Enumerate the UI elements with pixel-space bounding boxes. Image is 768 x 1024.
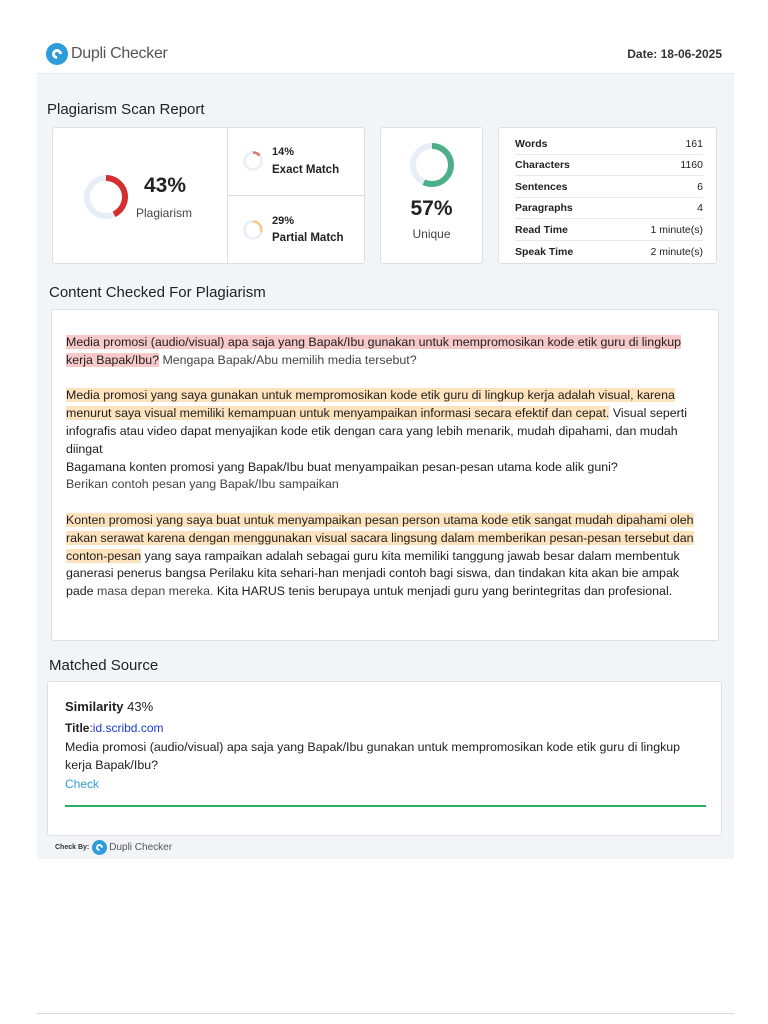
content-paragraph [66,334,706,370]
brand-logo [46,43,168,65]
unique-donut [408,141,456,189]
unique-card [380,127,483,264]
stat-label: Words [515,138,548,150]
check-source-link[interactable]: Check [65,777,100,791]
check-by-footer [55,840,172,855]
page-footer-divider [37,1013,734,1014]
stats-row-read-time [515,220,703,241]
stat-value: 4 [697,202,703,214]
matched-source-title: Matched Source [49,657,159,674]
unique-label: Unique [412,227,451,241]
stats-row-paragraphs [515,198,703,219]
exact-match-percent: 14% [272,146,295,158]
source-title-label: Title [65,721,90,735]
partial-match-highlight[interactable]: Media promosi yang saya gunakan untuk mempromosikan kode etik guru di lingkup kerja adalah visual, karena menurut saya visual memiliki kemampuan untuk menyampaikan informasi secara efektif dan cepat. [66,388,675,421]
stat-value: 2 minute(s) [650,245,703,258]
similarity-label: Similarity [65,699,124,714]
stat-value: 6 [697,181,703,193]
content-text-span: masa depan mereka. [97,584,214,599]
source-title-separator: : [89,721,93,735]
content-text-span: Visual seperti infografis atau video dapat menyajikan kode etik dengan cara yang lebih menarik, mudah dipahami, dan mudah diingat [66,406,687,456]
stat-label: Paragraphs [515,202,573,214]
brand-name: Dupli Checker [71,45,168,62]
matched-source-card [47,681,722,836]
source-title-line [65,721,163,735]
dupli-checker-logo-icon [46,43,68,65]
content-section-title: Content Checked For Plagiarism [49,284,266,301]
footer-brand-name: Dupli Checker [109,842,173,853]
stats-card [498,127,717,264]
stat-value: 161 [685,138,703,150]
source-link[interactable]: id.scribd.com [92,721,164,735]
unique-percent: 57% [410,197,453,220]
report-title: Plagiarism Scan Report [47,101,205,118]
content-text-span: Bagamana konten promosi yang Bapak/Ibu buat menyampaikan pesan-pesan utama kode alik guni? [66,459,618,474]
exact-match-donut [242,150,264,172]
stats-row-speak-time [515,241,703,262]
stat-label: Speak Time [515,245,574,258]
content-text-span: Berikan contoh pesan yang Bapak/Ibu sampaikan [66,477,339,492]
stat-label: Characters [515,159,570,171]
stats-row-words [515,134,703,155]
partial-match-highlight[interactable]: Konten promosi yang saya buat untuk menyampaikan pesan person utama kode etik sangat mudah dipahami oleh rakan serawat karena dengan menggunakan visual sacara lingsung dalam memberikan pesan-pesan tersebut dan conton-pesan [66,512,694,563]
matched-text: Media promosi (audio/visual) apa saja yang Bapak/Ibu gunakan untuk mempromosikan kode etik guru di lingkup kerja Bapak/Ibu? [65,740,681,772]
partial-match-card [227,195,365,264]
checked-content-box [51,309,719,641]
similarity-line [65,699,153,714]
partial-match-label: Partial Match [272,232,344,244]
plagiarism-percent: 43% [144,174,187,197]
similarity-value: 43% [127,699,154,714]
partial-match-donut [242,219,264,241]
content-text-span: Kita HARUS tenis berupaya untuk menjadi guru yang berintegritas dan profesional. [213,584,673,599]
partial-match-percent: 29% [272,215,295,227]
plagiarism-label: Plagiarism [136,206,193,220]
stat-label: Read Time [515,224,568,236]
exact-match-highlight[interactable]: Media promosi (audio/visual) apa saja yang Bapak/Ibu gunakan untuk mempromosikan kode etik guru di lingkup kerja Bapak/Ibu? [66,335,682,367]
plagiarism-card [52,127,228,264]
content-paragraph [66,387,706,494]
exact-match-label: Exact Match [272,164,340,176]
stat-value: 1 minute(s) [650,224,703,236]
stat-label: Sentences [515,181,568,193]
check-by-label: Check By: [55,844,90,851]
content-text-span: yang saya rampaikan adalah sebagai guru kita memiliki tanggung jawab besar dalam membentuk ganerasi penerus bangsa Perilaku kita sehari-han menjadi contoh bagi siswa, dan tindakan kita akan bie ampak pade [66,548,680,599]
dupli-checker-logo-icon [92,840,107,855]
stats-row-characters [515,155,703,176]
plagiarism-donut [82,173,130,221]
match-divider [65,805,706,807]
stats-row-sentences [515,177,703,198]
stat-value: 1160 [680,159,703,171]
content-text-span: Mengapa Bapak/Abu memilih media tersebut? [159,352,417,367]
report-date: Date: 18-06-2025 [627,47,722,61]
content-paragraph [66,512,706,601]
header-bar [37,34,734,74]
exact-match-card [227,127,365,196]
checked-content-text [66,334,706,619]
